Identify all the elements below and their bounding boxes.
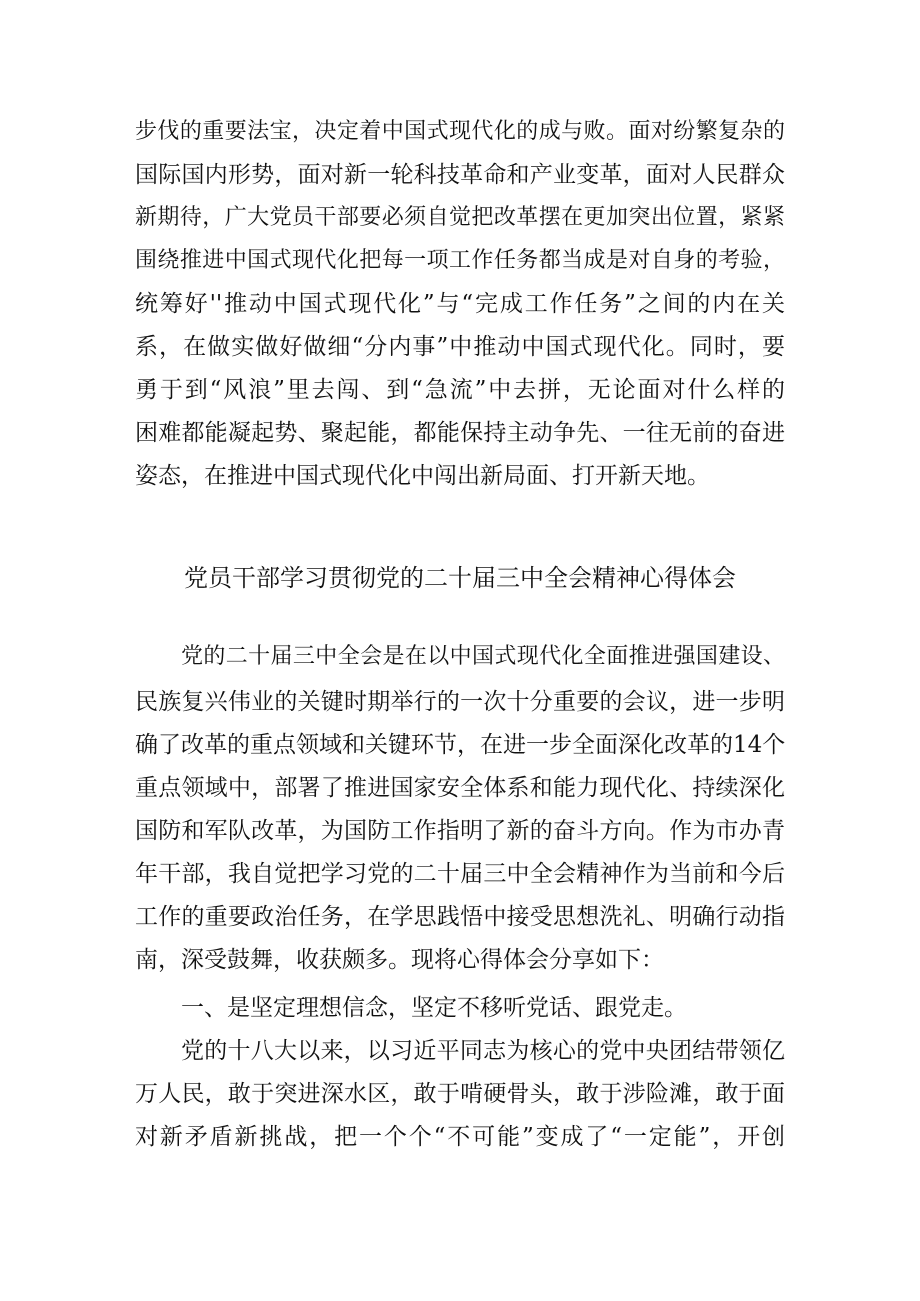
- paragraph-line: 国际国内形势，面对新一轮科技革命和产业变革，面对人民群众: [135, 162, 785, 188]
- paragraph-line: 南，深受鼓舞，收获颇多。现将心得体会分享如下：: [135, 947, 664, 973]
- paragraph-line: 确了改革的重点领域和关键环节，在进一步全面深化改革的14个: [135, 732, 786, 758]
- paragraph-line: 党的十八大以来，以习近平同志为核心的党中央团结带领亿: [181, 1038, 785, 1064]
- paragraph-line: 姿态，在推进中国式现代化中闯出新局面、打开新天地。: [135, 463, 710, 489]
- paragraph-line: 万人民，敢于突进深水区，敢于啃硬骨头，敢于涉险滩，敢于面: [135, 1081, 785, 1107]
- paragraph-line: 系，在做实做好做细“分内事”中推动中国式现代化。同时，要: [135, 334, 785, 360]
- paragraph-line: 勇于到“风浪”里去闯、到“急流”中去拼，无论面对什么样的: [135, 377, 785, 403]
- paragraph-line: 困难都能凝起势、聚起能，都能保持主动争先、一往无前的奋进: [135, 420, 785, 446]
- paragraph-line: 年干部，我自觉把学习党的二十届三中全会精神作为当前和今后: [135, 861, 785, 887]
- paragraph-line: 重点领域中，部署了推进国家安全体系和能力现代化、持续深化: [135, 775, 785, 801]
- paragraph-line: 步伐的重要法宝，决定着中国式现代化的成与败。面对纷繁复杂的: [135, 119, 785, 144]
- paragraph-line: 党的二十届三中全会是在以中国式现代化全面推进强国建设、: [181, 644, 785, 669]
- paragraph-line: 新期待，广大党员干部要必须自觉把改革摆在更加突出位置，紧紧: [135, 205, 785, 230]
- paragraph-line: 统筹好''推动中国式现代化”与“完成工作任务”之间的内在关: [135, 291, 785, 317]
- paragraph-line: 对新矛盾新挑战，把一个个“不可能”变成了“一定能”，开创: [135, 1124, 785, 1150]
- article-title: 党员干部学习贯彻党的二十届三中全会精神心得体会: [184, 564, 736, 592]
- paragraph-line: 民族复兴伟业的关键时期举行的一次十分重要的会议，进一步明: [135, 689, 785, 715]
- section-heading: 一、是坚定理想信念，坚定不移听党话、跟党走。: [181, 995, 687, 1021]
- paragraph-line: 工作的重要政治任务，在学思践悟中接受思想洗礼、明确行动指: [135, 904, 785, 930]
- paragraph-line: 围绕推进中国式现代化把每一项工作任务都当成是对自身的考验，: [135, 248, 785, 273]
- paragraph-line: 国防和军队改革，为国防工作指明了新的奋斗方向。作为市办青: [135, 818, 785, 844]
